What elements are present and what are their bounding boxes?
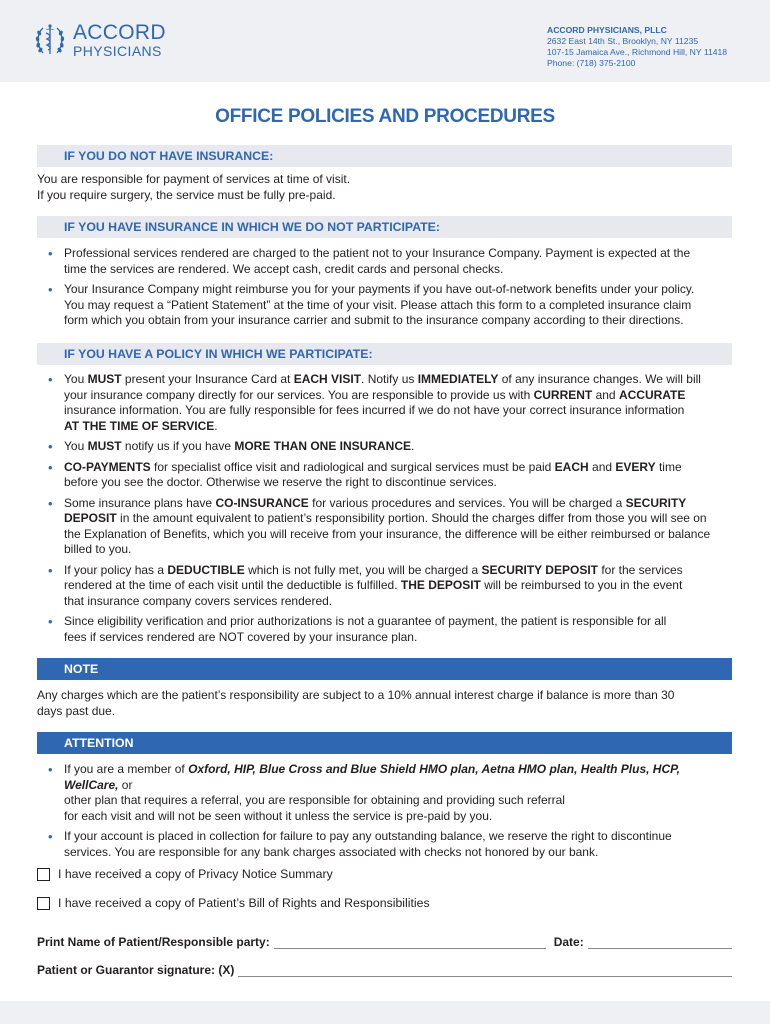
date-field[interactable] bbox=[588, 937, 732, 949]
text-line bbox=[64, 372, 737, 388]
logo-text bbox=[73, 22, 166, 58]
text-line bbox=[64, 419, 737, 435]
emphasis-text: EACH bbox=[554, 459, 589, 474]
emphasis-text: AT THE TIME OF SERVICE bbox=[64, 418, 215, 433]
text-run: services. You are responsible for any bank charges associated with checks not honored by our bank. bbox=[64, 844, 599, 859]
list-item bbox=[37, 372, 737, 434]
text-line: Any charges which are the patient’s responsibility are subject to a 10% annual interest charge if balance is more than 30 bbox=[37, 688, 675, 702]
note-text bbox=[37, 688, 737, 719]
text-line: • Your Insurance Company might reimburse you for your payments if you have out-of-network benefits under your policy. bbox=[64, 282, 695, 296]
text-line bbox=[64, 511, 737, 527]
print-name-label: Print Name of Patient/Responsible party: bbox=[37, 935, 270, 949]
no-insurance-text bbox=[37, 172, 737, 203]
text-line: You may request a “Patient Statement” at the time of your visit. Please attach this form to a completed insurance claim bbox=[64, 297, 692, 312]
participating-list bbox=[37, 372, 737, 650]
text-line bbox=[64, 762, 737, 793]
privacy-notice-checkbox[interactable] bbox=[37, 868, 50, 881]
document-title: OFFICE POLICIES AND PROCEDURES bbox=[215, 106, 555, 127]
list-item bbox=[37, 829, 737, 860]
text-run: of any insurance changes. We will bill bbox=[498, 372, 701, 386]
text-run: and bbox=[588, 459, 616, 474]
text-line bbox=[64, 809, 737, 825]
date-label: Date: bbox=[553, 935, 584, 949]
text-line: time the services are rendered. We accept cash, credit cards and personal checks. bbox=[64, 261, 504, 276]
text-run: for each visit and will not be seen without it unless the service is pre-paid by you. bbox=[64, 808, 493, 823]
text-line bbox=[64, 403, 737, 419]
company-info bbox=[547, 25, 727, 69]
text-line: If you require surgery, the service must be fully pre-paid. bbox=[37, 187, 336, 202]
company-address-1: 2632 East 14th St., Brooklyn, NY 11235 bbox=[547, 36, 699, 46]
text-run: If your policy has a bbox=[64, 562, 168, 577]
text-line bbox=[64, 439, 737, 455]
text-run: fees if services rendered are NOT covered by your insurance plan. bbox=[64, 629, 418, 644]
text-run: the Explanation of Benefits, which you will receive from your insurance, the difference will be either reimbursed or balance bbox=[64, 526, 711, 541]
print-name-field[interactable] bbox=[274, 937, 546, 949]
text-line bbox=[64, 845, 737, 861]
section-heading-participating: IF YOU HAVE A POLICY IN WHICH WE PARTICIPATE: bbox=[37, 343, 732, 365]
list-item bbox=[37, 439, 737, 455]
emphasis-text: CO-INSURANCE bbox=[215, 495, 309, 510]
attention-list bbox=[37, 762, 737, 865]
text-run: notify us if you have bbox=[121, 439, 235, 453]
list-item bbox=[37, 282, 737, 329]
text-line bbox=[64, 460, 737, 476]
text-line bbox=[64, 542, 737, 558]
emphasis-text: CO-PAYMENTS bbox=[64, 459, 151, 474]
emphasis-text: IMMEDIATELY bbox=[417, 372, 499, 386]
caduceus-laurel-icon bbox=[34, 22, 66, 58]
bill-of-rights-checkbox[interactable] bbox=[37, 897, 50, 910]
privacy-notice-label: I have received a copy of Privacy Notice Summary bbox=[58, 867, 333, 881]
emphasis-text: ACCURATE bbox=[618, 387, 686, 402]
signature-label: Patient or Guarantor signature: (X) bbox=[37, 963, 235, 977]
signature-row bbox=[37, 963, 732, 977]
text-run: You bbox=[64, 372, 88, 386]
text-run: time bbox=[655, 459, 682, 474]
footer-band bbox=[0, 1001, 770, 1024]
section-heading-non-participating: IF YOU HAVE INSURANCE IN WHICH WE DO NOT PARTICIPATE: bbox=[37, 216, 732, 238]
company-name: ACCORD PHYSICIANS, PLLC bbox=[547, 25, 667, 35]
logo-line1: ACCORD bbox=[73, 21, 166, 44]
signature-field[interactable] bbox=[238, 965, 732, 977]
text-line bbox=[64, 563, 737, 579]
logo-line2: PHYSICIANS bbox=[73, 43, 162, 59]
text-line bbox=[64, 475, 737, 491]
text-run: for various procedures and services. You will be charged a bbox=[308, 495, 626, 510]
text-line: • Professional services rendered are charged to the patient not to your Insurance Company. Payment is expected at the bbox=[64, 246, 691, 260]
logo bbox=[34, 22, 166, 58]
text-run: . bbox=[411, 439, 415, 453]
text-line bbox=[64, 388, 737, 404]
text-run: If you are a member of bbox=[64, 762, 189, 776]
bill-of-rights-checkbox-row[interactable] bbox=[37, 896, 430, 910]
list-item bbox=[37, 460, 737, 491]
text-run: insurance information. You are fully responsible for fees incurred if we do not have your correct insurance information bbox=[64, 403, 685, 417]
text-line bbox=[64, 578, 737, 594]
text-line bbox=[64, 496, 737, 512]
emphasis-text: Oxford, HIP, Blue Cross and Blue Shield HMO plan, Aetna HMO plan, Health Plus, HCP, WellCare, bbox=[64, 762, 680, 792]
emphasis-text: MUST bbox=[87, 372, 122, 386]
text-line: form which you obtain from your insurance carrier and submit to the insurance company according to their directions. bbox=[64, 313, 684, 327]
text-run: Since eligibility verification and prior authorizations is not a guarantee of payment, the patient is responsible for all bbox=[64, 614, 667, 628]
text-line: days past due. bbox=[37, 703, 116, 718]
emphasis-text: THE DEPOSIT bbox=[400, 578, 481, 592]
section-heading-attention: ATTENTION bbox=[37, 732, 732, 754]
text-run: other plan that requires a referral, you are responsible for obtaining and providing such referral bbox=[64, 793, 565, 807]
text-run: for specialist office visit and radiological and surgical services must be paid bbox=[150, 459, 555, 474]
text-run: or bbox=[118, 777, 133, 792]
text-run: present your Insurance Card at bbox=[121, 372, 294, 386]
text-run: will be reimbursed to you in the event bbox=[480, 578, 683, 592]
text-line bbox=[64, 829, 737, 845]
list-item bbox=[37, 496, 737, 558]
text-run: that insurance company covers services rendered. bbox=[64, 593, 333, 608]
bill-of-rights-label: I have received a copy of Patient’s Bill of Rights and Responsibilities bbox=[58, 896, 430, 910]
emphasis-text: CURRENT bbox=[533, 387, 593, 402]
text-run: before you see the doctor. Otherwise we reserve the right to discontinue services. bbox=[64, 475, 497, 489]
text-run: and bbox=[592, 387, 619, 402]
company-address-2: 107-15 Jamaica Ave., Richmond Hill, NY 11418 bbox=[547, 47, 728, 57]
text-run: which is not fully met, you will be charged a bbox=[244, 562, 482, 577]
list-item bbox=[37, 246, 737, 277]
text-run: in the amount equivalent to patient’s responsibility portion. Should the charges differ from those you will see on bbox=[116, 511, 707, 525]
text-run: your insurance company directly for our services. You are responsible to provide us with bbox=[64, 387, 534, 402]
text-run: . Notify us bbox=[361, 372, 418, 386]
emphasis-text: EVERY bbox=[615, 459, 656, 474]
list-item bbox=[37, 563, 737, 610]
section-heading-note: NOTE bbox=[37, 658, 732, 680]
emphasis-text: EACH VISIT bbox=[293, 372, 362, 386]
text-line bbox=[64, 793, 737, 809]
emphasis-text: MUST bbox=[87, 439, 122, 453]
emphasis-text: SECURITY bbox=[625, 495, 687, 510]
text-run: Some insurance plans have bbox=[64, 495, 216, 510]
text-line bbox=[64, 594, 737, 610]
emphasis-text: MORE THAN ONE INSURANCE bbox=[234, 439, 411, 453]
text-line bbox=[64, 527, 737, 543]
list-item bbox=[37, 762, 737, 824]
emphasis-text: SECURITY DEPOSIT bbox=[481, 562, 598, 577]
non-participating-list bbox=[37, 246, 737, 334]
text-run: for the services bbox=[597, 562, 683, 577]
section-heading-no-insurance: IF YOU DO NOT HAVE INSURANCE: bbox=[37, 145, 732, 167]
text-run: If your account is placed in collection for failure to pay any outstanding balance, we reserve the right to discontinue bbox=[64, 829, 672, 843]
print-name-row bbox=[37, 935, 732, 949]
text-run: . bbox=[214, 418, 218, 433]
list-item bbox=[37, 614, 737, 645]
text-run: rendered at the time of each visit until the deductible is fulfilled. bbox=[64, 578, 401, 592]
emphasis-text: DEDUCTIBLE bbox=[167, 562, 245, 577]
text-run: You bbox=[64, 439, 88, 453]
emphasis-text: DEPOSIT bbox=[64, 511, 117, 525]
text-line: You are responsible for payment of services at time of visit. bbox=[37, 172, 351, 186]
text-line bbox=[64, 614, 737, 630]
privacy-notice-checkbox-row[interactable] bbox=[37, 867, 333, 881]
text-run: billed to you. bbox=[64, 542, 132, 556]
company-phone: Phone: (718) 375-2100 bbox=[547, 58, 636, 68]
text-line bbox=[64, 630, 737, 646]
